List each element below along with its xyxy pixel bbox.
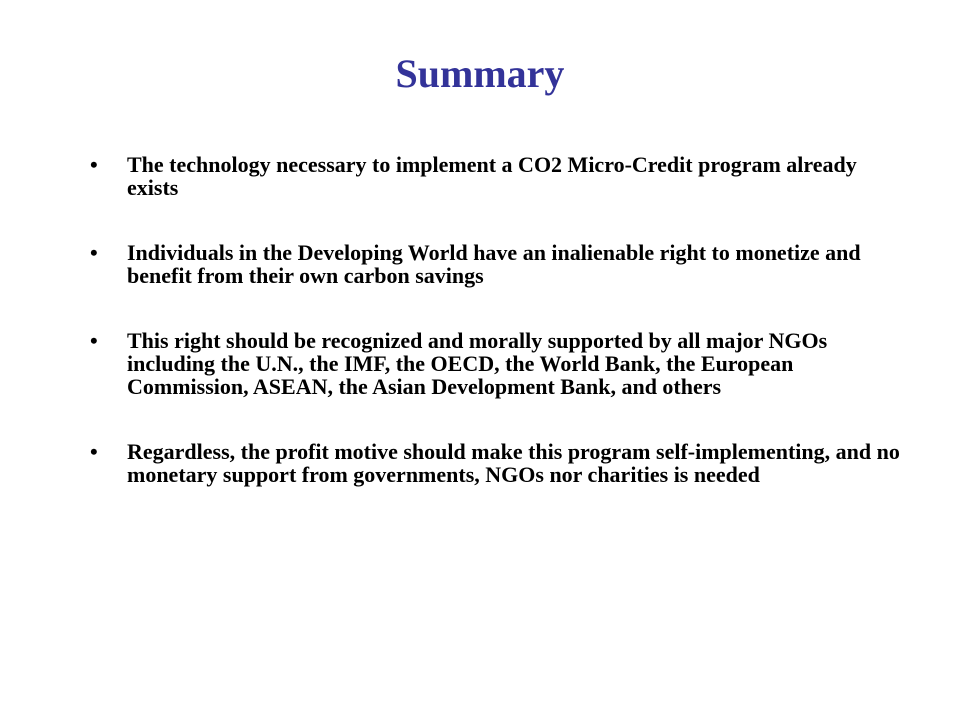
bullet-marker: • [90,152,98,177]
bullet-marker: • [90,240,98,265]
bullet-text: This right should be recognized and morally supported by all major NGOs including the U.N., the IMF, the OECD, the World Bank, the European Commission, ASEAN, the Asian Development Bank, and others [127,328,828,399]
bullet-list [0,153,960,486]
bullet-item [0,440,960,486]
bullet-item [0,329,960,398]
bullet-text: The technology necessary to implement a CO2 Micro-Credit program already exists [127,152,857,200]
bullet-item [0,241,960,287]
bullet-text: Individuals in the Developing World have an inalienable right to monetize and benefit from their own carbon savings [127,240,861,288]
bullet-marker: • [90,328,98,353]
slide-title: Summary [395,51,565,96]
bullet-item [0,153,960,199]
bullet-text: Regardless, the profit motive should make this program self-implementing, and no monetary support from governments, NGOs nor charities is needed [127,439,900,487]
bullet-marker: • [90,439,98,464]
